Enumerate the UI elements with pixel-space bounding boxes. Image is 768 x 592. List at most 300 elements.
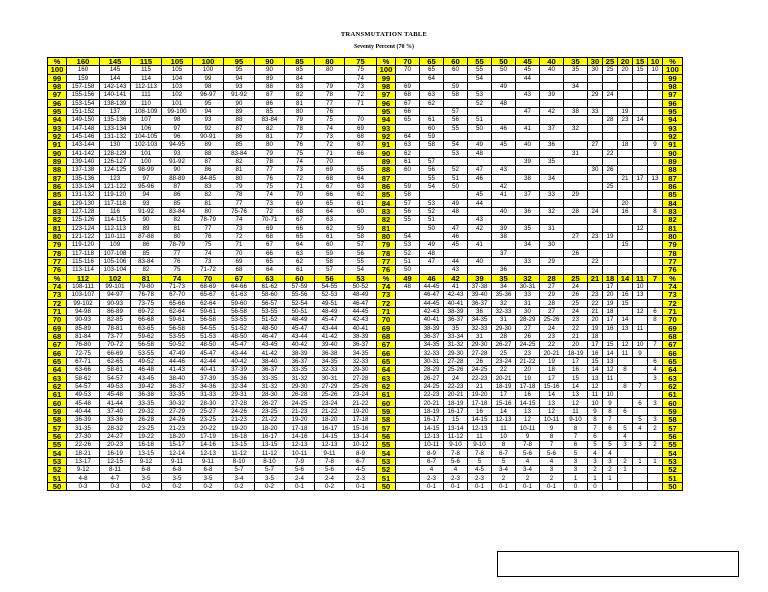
score-cell: 20 <box>588 316 603 324</box>
score-cell <box>648 107 663 115</box>
percent-cell: 80 <box>377 232 396 240</box>
percent-cell: 54 <box>663 449 683 457</box>
score-cell <box>564 91 588 99</box>
score-cell: 3 <box>603 457 618 465</box>
score-cell: 17-18 <box>345 416 377 424</box>
score-cell <box>540 232 564 240</box>
score-cell: 89 <box>131 224 162 232</box>
score-cell: 3 <box>648 374 663 382</box>
score-cell: 69 <box>345 124 377 132</box>
percent-cell: 91 <box>663 141 683 149</box>
score-cell: 50 <box>444 182 468 190</box>
score-cell: 20-21 <box>420 399 444 407</box>
table-row <box>48 216 683 224</box>
score-cell: 94-95 <box>162 141 193 149</box>
score-cell <box>648 191 663 199</box>
percent-cell: 82 <box>48 216 67 224</box>
score-cell: 72 <box>345 91 377 99</box>
score-cell: 54-55 <box>315 282 345 290</box>
percent-cell: 85 <box>377 191 396 199</box>
score-cell: 74 <box>345 74 377 82</box>
percent-cell: 51 <box>663 474 683 482</box>
score-cell: 62-64 <box>193 299 224 307</box>
score-cell: 7-8 <box>315 457 345 465</box>
score-cell: 72-75 <box>67 349 100 357</box>
percent-cell: 94 <box>663 116 683 124</box>
score-cell: 56-57 <box>255 299 285 307</box>
score-cell <box>618 416 633 424</box>
score-cell <box>396 291 420 299</box>
percent-cell: 83 <box>48 207 67 215</box>
score-cell: 12-14 <box>162 449 193 457</box>
score-cell: 15-16 <box>345 424 377 432</box>
score-cell: 5 <box>492 457 516 465</box>
score-cell: 65-66 <box>162 299 193 307</box>
score-cell: 3-4 <box>492 466 516 474</box>
percent-cell: 67 <box>48 341 67 349</box>
score-cell: 87 <box>224 124 255 132</box>
score-cell: 98 <box>162 116 193 124</box>
score-cell <box>618 357 633 365</box>
score-cell: 2-3 <box>444 474 468 482</box>
score-cell: 31 <box>564 149 588 157</box>
score-cell <box>633 316 648 324</box>
table-row <box>48 249 683 257</box>
score-cell: 4-5 <box>345 466 377 474</box>
score-cell: 93 <box>131 199 162 207</box>
score-cell: 4 <box>633 424 648 432</box>
score-cell: 47 <box>516 107 540 115</box>
score-cell: 83-84 <box>255 116 285 124</box>
score-cell <box>492 157 516 165</box>
percent-cell: 85 <box>48 191 67 199</box>
score-cell <box>564 199 588 207</box>
score-cell <box>516 266 540 274</box>
score-cell <box>648 74 663 82</box>
percent-cell: 98 <box>48 82 67 90</box>
score-cell: 44-45 <box>420 299 444 307</box>
score-cell: 67 <box>285 216 315 224</box>
score-cell: 20 <box>618 66 633 74</box>
score-cell <box>633 449 648 457</box>
score-cell: 26 <box>564 291 588 299</box>
score-cell <box>603 207 618 215</box>
score-cell: 102-103 <box>131 141 162 149</box>
score-cell: 127-128 <box>67 207 100 215</box>
score-cell: 23-24 <box>345 391 377 399</box>
score-cell: 103-104 <box>100 266 131 274</box>
score-cell <box>633 241 648 249</box>
score-cell <box>603 216 618 224</box>
score-cell <box>588 124 603 132</box>
score-cell <box>516 166 540 174</box>
score-cell: 45 <box>516 66 540 74</box>
score-cell: 80 <box>193 207 224 215</box>
score-cell: 3-4 <box>516 466 540 474</box>
table-row <box>48 66 683 74</box>
score-cell: 96 <box>162 132 193 140</box>
score-cell: 40-42 <box>285 341 315 349</box>
score-cell: 98 <box>193 82 224 90</box>
score-cell: 15 <box>588 357 603 365</box>
score-cell: 15 <box>444 416 468 424</box>
score-cell: 63 <box>420 91 444 99</box>
score-cell: 64 <box>396 132 420 140</box>
score-cell <box>540 99 564 107</box>
score-cell <box>396 374 420 382</box>
total-score-header: 63 <box>255 274 285 282</box>
score-cell <box>648 391 663 399</box>
score-cell: 40-41 <box>444 299 468 307</box>
percent-cell: 76 <box>377 266 396 274</box>
score-cell: 145-146 <box>67 132 100 140</box>
score-cell: 25-26 <box>345 382 377 390</box>
score-cell <box>588 82 603 90</box>
score-cell <box>633 216 648 224</box>
score-cell: 9-11 <box>193 457 224 465</box>
score-cell: 130 <box>100 141 131 149</box>
score-cell: 3-5 <box>193 474 224 482</box>
score-cell: 5-6 <box>444 457 468 465</box>
percent-cell: 88 <box>377 166 396 174</box>
score-cell <box>345 157 377 165</box>
score-cell <box>633 166 648 174</box>
score-cell: 23 <box>540 332 564 340</box>
score-cell: 97 <box>162 124 193 132</box>
score-cell: 91-92 <box>162 157 193 165</box>
score-cell: 115-116 <box>67 257 100 265</box>
score-cell: 68-69 <box>193 282 224 290</box>
score-cell: 19 <box>618 107 633 115</box>
score-cell <box>648 466 663 474</box>
score-cell: 95 <box>193 99 224 107</box>
score-cell <box>468 182 492 190</box>
score-cell: 71 <box>285 182 315 190</box>
score-cell <box>603 382 618 390</box>
score-cell <box>633 149 648 157</box>
percent-cell: 72 <box>377 299 396 307</box>
score-cell: 131-132 <box>100 132 131 140</box>
score-cell: 25 <box>492 349 516 357</box>
score-cell: 72 <box>255 207 285 215</box>
score-cell: 44 <box>444 257 468 265</box>
score-cell: 1 <box>618 466 633 474</box>
score-cell: 59-62 <box>131 332 162 340</box>
score-cell: 16-17 <box>420 416 444 424</box>
score-cell: 1 <box>648 457 663 465</box>
score-cell: 19-20 <box>285 416 315 424</box>
score-cell: 68 <box>315 174 345 182</box>
score-cell: 8 <box>564 424 588 432</box>
score-cell: 2-3 <box>345 474 377 482</box>
score-cell: 24 <box>444 374 468 382</box>
score-cell <box>315 74 345 82</box>
score-cell: 82 <box>285 91 315 99</box>
table-row <box>48 74 683 82</box>
score-cell <box>648 257 663 265</box>
score-cell: 36-37 <box>420 332 444 340</box>
score-cell: 8 <box>648 316 663 324</box>
score-cell: 83-84 <box>224 149 255 157</box>
score-cell: 22 <box>564 324 588 332</box>
score-cell: 12 <box>516 416 540 424</box>
score-cell: 121-122 <box>100 182 131 190</box>
score-cell: 7 <box>540 441 564 449</box>
score-cell: 3-5 <box>131 474 162 482</box>
score-cell: 79 <box>285 116 315 124</box>
percent-cell: 61 <box>663 391 683 399</box>
score-cell: 51-53 <box>193 332 224 340</box>
score-cell: 70 <box>315 157 345 165</box>
score-cell: 10-11 <box>285 449 315 457</box>
percent-cell: 76 <box>48 266 67 274</box>
score-cell: 0-2 <box>315 482 345 490</box>
score-cell: 45-48 <box>100 391 131 399</box>
score-cell <box>540 82 564 90</box>
score-cell: 57 <box>345 241 377 249</box>
score-cell: 2 <box>648 424 663 432</box>
score-cell <box>468 132 492 140</box>
percent-cell: 50 <box>48 482 67 490</box>
score-cell: 86 <box>193 166 224 174</box>
score-cell: 85 <box>131 249 162 257</box>
score-cell <box>588 174 603 182</box>
score-cell: 58-61 <box>100 366 131 374</box>
score-cell <box>345 107 377 115</box>
score-cell: 13 <box>564 391 588 399</box>
score-cell: 43-45 <box>255 341 285 349</box>
score-cell: 54 <box>444 141 468 149</box>
score-cell <box>492 216 516 224</box>
score-cell: 19-22 <box>131 432 162 440</box>
score-cell: 139-140 <box>67 157 100 165</box>
score-cell: 53-55 <box>162 332 193 340</box>
percent-cell: 93 <box>377 124 396 132</box>
score-cell <box>420 232 444 240</box>
score-cell: 20 <box>516 366 540 374</box>
score-cell: 14 <box>603 349 618 357</box>
score-cell: 2 <box>516 474 540 482</box>
score-cell: 11 <box>588 391 603 399</box>
percent-cell: 97 <box>377 91 396 99</box>
total-score-header: 56 <box>315 274 345 282</box>
score-cell: 159 <box>67 74 100 82</box>
percent-cell: 99 <box>48 74 67 82</box>
table-row <box>48 116 683 124</box>
score-cell: 37 <box>492 249 516 257</box>
score-cell: 88 <box>224 116 255 124</box>
score-cell <box>444 191 468 199</box>
score-cell: 29 <box>564 191 588 199</box>
score-cell: 18-20 <box>162 432 193 440</box>
score-cell <box>396 357 420 365</box>
score-cell: 33-36 <box>100 416 131 424</box>
score-cell: 7 <box>633 382 648 390</box>
score-cell: 2-3 <box>468 474 492 482</box>
score-cell <box>396 391 420 399</box>
percent-cell: 80 <box>48 232 67 240</box>
score-cell: 33-35 <box>162 391 193 399</box>
score-cell <box>618 374 633 382</box>
score-cell: 90 <box>224 99 255 107</box>
score-cell: 104 <box>162 74 193 82</box>
score-cell: 138-139 <box>100 99 131 107</box>
score-cell: 60 <box>396 166 420 174</box>
score-cell: 60 <box>345 207 377 215</box>
percent-cell: 71 <box>48 307 67 315</box>
total-score-header: 75 <box>345 58 377 66</box>
score-cell: 78 <box>224 191 255 199</box>
score-cell: 95-96 <box>131 182 162 190</box>
percent-cell: 89 <box>48 157 67 165</box>
score-cell: 77 <box>285 132 315 140</box>
score-cell <box>603 432 618 440</box>
score-cell <box>420 149 444 157</box>
table-row <box>48 341 683 349</box>
score-cell: 79 <box>315 82 345 90</box>
score-cell: 124-125 <box>100 166 131 174</box>
score-cell: 24-25 <box>468 366 492 374</box>
total-score-header: 40 <box>540 58 564 66</box>
score-cell: 8 <box>588 416 603 424</box>
percent-cell: 94 <box>377 116 396 124</box>
score-cell: 15-17 <box>162 441 193 449</box>
table-row <box>48 266 683 274</box>
score-cell: 15 <box>564 374 588 382</box>
score-cell: 21 <box>564 332 588 340</box>
score-cell: 82-85 <box>100 316 131 324</box>
score-cell <box>540 74 564 82</box>
score-cell: 61 <box>285 266 315 274</box>
table-row <box>48 174 683 182</box>
score-cell: 23 <box>588 232 603 240</box>
score-cell: 21 <box>618 174 633 182</box>
score-cell: 71 <box>345 99 377 107</box>
score-cell: 69-72 <box>131 307 162 315</box>
score-cell <box>633 182 648 190</box>
score-cell: 90-93 <box>100 299 131 307</box>
score-cell <box>396 474 420 482</box>
score-cell: 39-42 <box>131 382 162 390</box>
percent-cell: 73 <box>48 291 67 299</box>
score-cell: 64 <box>315 207 345 215</box>
score-cell: 73 <box>315 132 345 140</box>
score-cell: 26 <box>516 332 540 340</box>
percent-cell: 72 <box>48 299 67 307</box>
total-score-header: 85 <box>285 58 315 66</box>
table-row <box>48 407 683 415</box>
score-cell: 26-28 <box>131 416 162 424</box>
total-score-header: 46 <box>420 274 444 282</box>
score-cell: 30 <box>516 307 540 315</box>
score-cell: 61 <box>396 157 420 165</box>
percent-cell: 54 <box>48 449 67 457</box>
score-cell: 48-49 <box>315 307 345 315</box>
score-cell: 41 <box>492 191 516 199</box>
score-cell: 15 <box>603 341 618 349</box>
score-cell: 37 <box>540 124 564 132</box>
score-cell <box>618 149 633 157</box>
score-cell: 50 <box>492 66 516 74</box>
score-cell: 29-30 <box>444 349 468 357</box>
score-cell: 10-11 <box>516 424 540 432</box>
score-cell <box>396 341 420 349</box>
score-cell: 54-55 <box>193 324 224 332</box>
score-cell <box>648 166 663 174</box>
score-cell <box>540 116 564 124</box>
score-cell: 39-40 <box>468 291 492 299</box>
table-row <box>48 191 683 199</box>
score-cell <box>468 157 492 165</box>
score-cell: 46-47 <box>255 332 285 340</box>
score-cell: 40 <box>540 66 564 74</box>
score-cell: 9-11 <box>315 449 345 457</box>
score-cell: 37-39 <box>224 366 255 374</box>
score-cell: 69 <box>396 82 420 90</box>
percent-cell: 70 <box>663 316 683 324</box>
score-cell: 69 <box>224 257 255 265</box>
score-cell: 110-111 <box>100 232 131 240</box>
score-cell: 27 <box>540 307 564 315</box>
score-cell: 66-68 <box>131 316 162 324</box>
percent-cell: 61 <box>48 391 67 399</box>
score-cell: 19 <box>603 232 618 240</box>
score-cell <box>420 82 444 90</box>
score-cell: 54-57 <box>100 374 131 382</box>
score-cell: 66 <box>255 249 285 257</box>
table-row <box>48 366 683 374</box>
score-cell: 19 <box>588 324 603 332</box>
score-cell: 112-113 <box>100 224 131 232</box>
percent-cell: 84 <box>48 199 67 207</box>
score-cell: 77 <box>162 249 193 257</box>
score-cell <box>633 232 648 240</box>
score-cell: 49 <box>492 82 516 90</box>
score-cell <box>564 116 588 124</box>
score-cell: 54-57 <box>67 382 100 390</box>
total-score-header: 55 <box>468 58 492 66</box>
score-cell <box>603 482 618 490</box>
score-cell: 24 <box>588 207 603 215</box>
score-cell: 155-156 <box>67 91 100 99</box>
score-cell: 12 <box>633 307 648 315</box>
score-cell <box>618 257 633 265</box>
score-cell: 99-101 <box>100 282 131 290</box>
score-cell: 20-21 <box>444 391 468 399</box>
score-cell <box>633 257 648 265</box>
header-row <box>48 274 683 282</box>
score-cell: 0-1 <box>285 482 315 490</box>
score-cell: 0-2 <box>224 482 255 490</box>
score-cell: 33 <box>588 107 603 115</box>
score-cell: 47 <box>468 166 492 174</box>
score-cell: 9-11 <box>162 457 193 465</box>
score-cell <box>540 266 564 274</box>
score-cell: 26-27 <box>420 374 444 382</box>
score-cell: 38 <box>492 232 516 240</box>
score-cell <box>492 91 516 99</box>
score-cell: 97 <box>131 174 162 182</box>
score-cell: 13 <box>516 407 540 415</box>
score-cell: 29 <box>540 291 564 299</box>
score-cell: 3-5 <box>255 474 285 482</box>
score-cell <box>648 149 663 157</box>
score-cell: 64 <box>285 241 315 249</box>
score-cell <box>396 482 420 490</box>
score-cell: 15 <box>618 241 633 249</box>
score-cell: 17-18 <box>285 424 315 432</box>
score-cell: 98-99 <box>131 166 162 174</box>
